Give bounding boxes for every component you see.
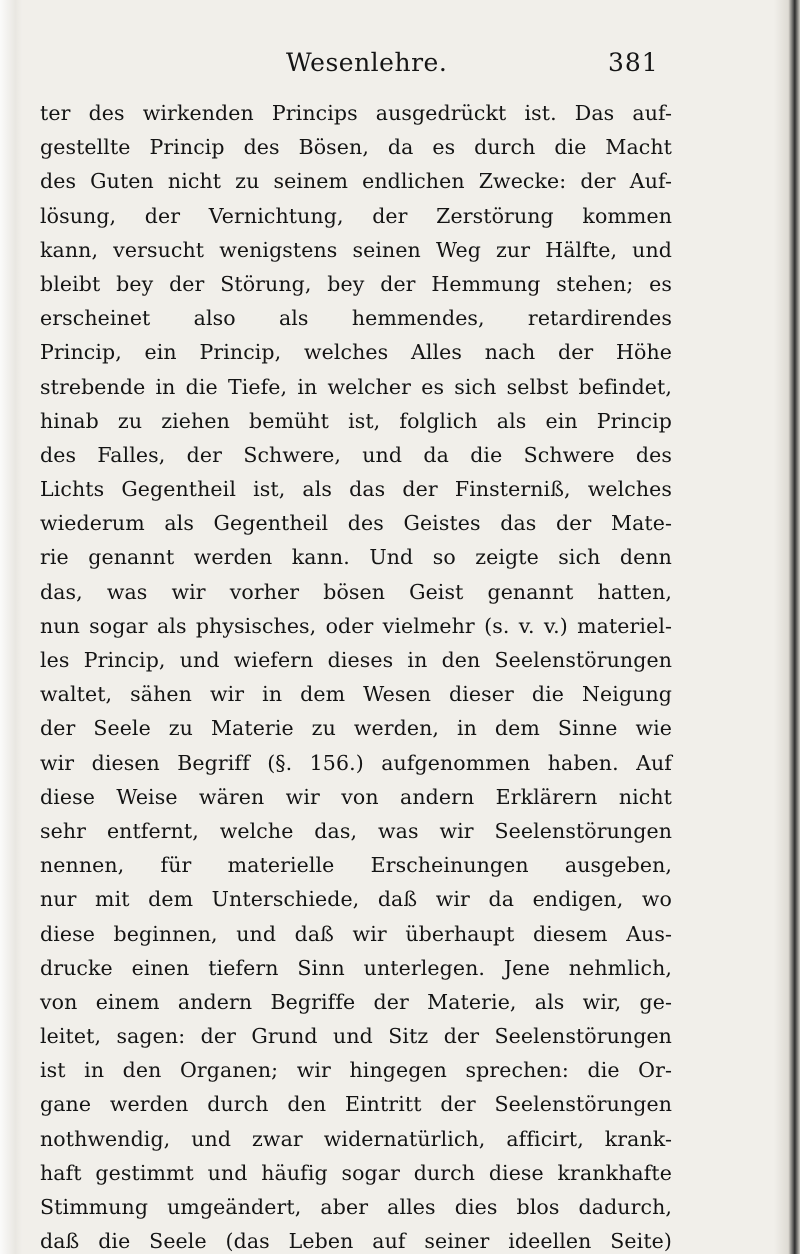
text-line: strebende in die Tiefe, in welcher es sich selbst befindet,: [40, 374, 672, 399]
text-line: hinab zu ziehen bemüht ist, folglich als ein Princip: [40, 408, 672, 433]
text-line: diese beginnen, und daß wir überhaupt diesem Aus-: [40, 921, 672, 946]
text-line: gane werden durch den Eintritt der Seelenstörungen: [40, 1092, 672, 1117]
text-line: waltet, sähen wir in dem Wesen dieser die Neigung: [40, 682, 672, 707]
text-line: haft gestimmt und häufig sogar durch diese krankhafte: [40, 1160, 672, 1185]
text-line: kann, versucht wenigstens seinen Weg zur Hälfte, und: [40, 237, 672, 262]
page-edge-right: [774, 0, 800, 1254]
body-text: [40, 96, 672, 1254]
text-line: des Falles, der Schwere, und da die Schwere des: [40, 442, 672, 467]
text-line: des Guten nicht zu seinem endlichen Zwecke: der Auf-: [40, 169, 672, 194]
text-line: lösung, der Vernichtung, der Zerstörung kommen: [40, 203, 672, 228]
text-line: daß die Seele (das Leben auf seiner ideellen Seite): [40, 1229, 672, 1254]
text-line: der Seele zu Materie zu werden, in dem Sinne wie: [40, 716, 672, 741]
text-line: ist in den Organen; wir hingegen sprechen: die Or-: [40, 1058, 672, 1083]
text-line: drucke einen tiefern Sinn unterlegen. Jene nehmlich,: [40, 955, 672, 980]
text-line: ter des wirkenden Princips ausgedrückt ist. Das auf-: [40, 101, 672, 125]
text-line: les Princip, und wiefern dieses in den Seelenstörungen: [40, 648, 672, 672]
text-line: Stimmung umgeändert, aber alles dies blos dadurch,: [40, 1195, 672, 1219]
text-line: gestellte Princip des Bösen, da es durch die Macht: [40, 135, 672, 160]
text-line: erscheinet also als hemmendes, retardirendes: [40, 306, 672, 331]
page-number: 381: [608, 48, 659, 77]
text-line: Lichts Gegentheil ist, als das der Finsterniß, welches: [40, 477, 672, 502]
text-line: nothwendig, und zwar widernatürlich, afficirt, krank-: [40, 1126, 672, 1151]
text-line: wiederum als Gegentheil des Geistes das der Mate-: [40, 511, 672, 536]
text-line: nun sogar als physisches, oder vielmehr (s. v. v.) materiel-: [40, 613, 672, 638]
text-line: von einem andern Begriffe der Materie, als wir, ge-: [40, 989, 672, 1014]
text-line: bleibt bey der Störung, bey der Hemmung stehen; es: [40, 271, 672, 296]
text-line: nur mit dem Unterschiede, daß wir da endigen, wo: [40, 887, 672, 912]
text-line: nennen, für materielle Erscheinungen ausgeben,: [40, 853, 672, 878]
running-head: [0, 46, 800, 86]
running-title: Wesenlehre.: [286, 48, 448, 77]
text-line: sehr entfernt, welche das, was wir Seelenstörungen: [40, 818, 672, 843]
text-line: leitet, sagen: der Grund und Sitz der Seelenstörungen: [40, 1024, 672, 1049]
text-line: rie genannt werden kann. Und so zeigte sich denn: [40, 545, 672, 570]
text-line: das, was wir vorher bösen Geist genannt hatten,: [40, 579, 672, 604]
text-line: diese Weise wären wir von andern Erklärern nicht: [40, 784, 672, 809]
text-line: wir diesen Begriff (§. 156.) aufgenommen haben. Auf: [40, 750, 672, 775]
page-edge-left: [0, 0, 22, 1254]
text-line: Princip, ein Princip, welches Alles nach der Höhe: [40, 340, 672, 365]
